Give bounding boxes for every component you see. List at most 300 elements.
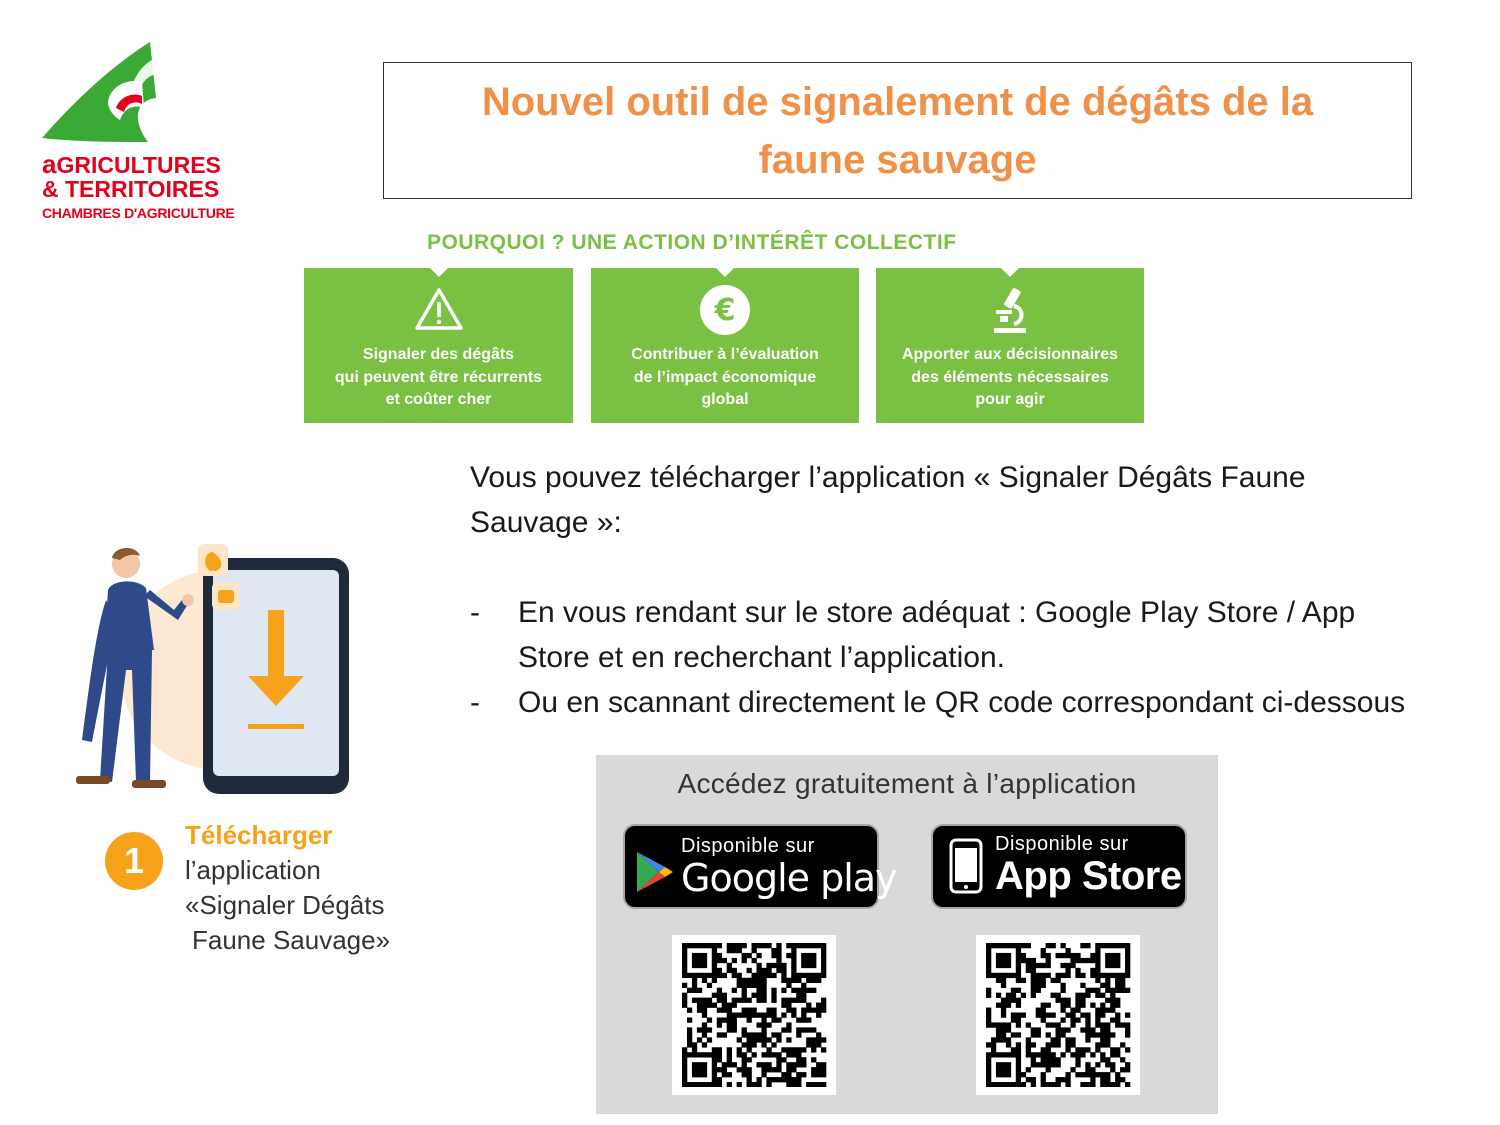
qr-module (781, 1027, 786, 1032)
qr-module (801, 1057, 806, 1062)
qr-module (1100, 1042, 1105, 1047)
qr-module (702, 1067, 707, 1072)
qr-module (996, 1003, 1001, 1008)
qr-module (747, 1037, 752, 1042)
qr-module (737, 983, 742, 988)
qr-module (1115, 958, 1120, 963)
qr-module (1110, 1052, 1115, 1057)
qr-module (1075, 1057, 1080, 1062)
qr-module (1085, 1027, 1090, 1032)
qr-module (1056, 1082, 1061, 1087)
qr-module (816, 1067, 821, 1072)
qr-module (756, 1013, 761, 1018)
qr-module (1075, 1062, 1080, 1067)
qr-module (717, 1052, 722, 1057)
qr-module (991, 1022, 996, 1027)
qr-module (791, 1047, 796, 1052)
qr-module (1120, 973, 1125, 978)
qr-module (1041, 1072, 1046, 1077)
qr-module (717, 958, 722, 963)
qr-module (1041, 1077, 1046, 1082)
qr-module (996, 1037, 1001, 1042)
qr-module (1105, 1077, 1110, 1082)
qr-module (1125, 948, 1130, 953)
step-text: l’application (185, 855, 321, 885)
qr-module (1090, 1003, 1095, 1008)
qr-module (747, 1057, 752, 1062)
qr-module (1100, 1003, 1105, 1008)
qr-module (821, 953, 826, 958)
qr-module (786, 998, 791, 1003)
qr-module (786, 1003, 791, 1008)
qr-module (742, 988, 747, 993)
download-illustration (70, 540, 370, 800)
qr-module (801, 958, 806, 963)
logo-text-line2: & TERRITOIRES (42, 176, 220, 202)
qr-module (752, 1008, 757, 1013)
qr-module (1125, 1032, 1130, 1037)
qr-module (1021, 943, 1026, 948)
qr-module (1095, 988, 1100, 993)
qr-module (1115, 1017, 1120, 1022)
qr-module (1100, 1008, 1105, 1013)
qr-module (702, 1013, 707, 1018)
qr-module (771, 998, 776, 1003)
qr-module (816, 943, 821, 948)
qr-code-google-play[interactable] (672, 935, 836, 1095)
qr-module (1011, 1047, 1016, 1052)
qr-module (761, 1067, 766, 1072)
qr-module (811, 1008, 816, 1013)
qr-module (1125, 963, 1130, 968)
qr-module (687, 1017, 692, 1022)
qr-module (996, 943, 1001, 948)
qr-module (821, 1037, 826, 1042)
qr-module (821, 1062, 826, 1067)
qr-module (722, 1062, 727, 1067)
qr-module (692, 1062, 697, 1067)
qr-module (806, 1027, 811, 1032)
qr-module (756, 1032, 761, 1037)
qr-module (811, 963, 816, 968)
qr-module (1115, 1052, 1120, 1057)
qr-module (1046, 1047, 1051, 1052)
qr-module (1031, 1062, 1036, 1067)
qr-module (727, 1057, 732, 1062)
qr-module (1110, 1082, 1115, 1087)
qr-module (722, 1017, 727, 1022)
qr-module (796, 1062, 801, 1067)
qr-module (1051, 1022, 1056, 1027)
why-heading: POURQUOI ? UNE ACTION D’INTÉRÊT COLLECTIF (427, 231, 957, 254)
qr-module (766, 1062, 771, 1067)
qr-module (1036, 1052, 1041, 1057)
qr-module (756, 993, 761, 998)
qr-module (806, 1082, 811, 1087)
qr-module (1041, 973, 1046, 978)
qr-module (1011, 988, 1016, 993)
list-item: - Ou en scannant directement le QR code correspondant ci-dessous (470, 686, 1406, 719)
qr-module (1065, 998, 1070, 1003)
qr-module (1075, 953, 1080, 958)
qr-module (771, 1008, 776, 1013)
qr-module (1105, 1057, 1110, 1062)
qr-module (727, 963, 732, 968)
qr-module (697, 943, 702, 948)
qr-module (1041, 948, 1046, 953)
qr-module (776, 1077, 781, 1082)
qr-module (816, 1003, 821, 1008)
qr-module (1056, 1027, 1061, 1032)
qr-module (986, 958, 991, 963)
qr-module (776, 943, 781, 948)
qr-module (737, 948, 742, 953)
qr-module (1006, 1072, 1011, 1077)
qr-module (692, 1082, 697, 1087)
qr-module (697, 1052, 702, 1057)
qr-module (801, 953, 806, 958)
qr-module (732, 1027, 737, 1032)
qr-module (796, 1077, 801, 1082)
qr-module (796, 988, 801, 993)
qr-module (1006, 1052, 1011, 1057)
qr-module (771, 988, 776, 993)
qr-module (682, 968, 687, 973)
qr-module (776, 1032, 781, 1037)
qr-module (1125, 1062, 1130, 1067)
qr-module (722, 1008, 727, 1013)
phone-icon (949, 838, 983, 894)
qr-module (1105, 1042, 1110, 1047)
qr-module (692, 973, 697, 978)
qr-module (707, 1017, 712, 1022)
qr-module (1105, 1082, 1110, 1087)
qr-module (702, 963, 707, 968)
qr-module (1031, 978, 1036, 983)
qr-module (1120, 1077, 1125, 1082)
qr-module (771, 953, 776, 958)
qr-module (986, 1072, 991, 1077)
qr-module (717, 1077, 722, 1082)
qr-module (1080, 1052, 1085, 1057)
qr-module (806, 943, 811, 948)
qr-module (786, 1052, 791, 1057)
qr-module (796, 1017, 801, 1022)
qr-module (1115, 1022, 1120, 1027)
qr-module (1016, 1072, 1021, 1077)
qr-module (766, 1022, 771, 1027)
qr-module (801, 1027, 806, 1032)
qr-module (1046, 953, 1051, 958)
qr-module (996, 953, 1001, 958)
qr-module (801, 1072, 806, 1077)
qr-module (991, 1082, 996, 1087)
qr-module (986, 953, 991, 958)
qr-module (717, 1008, 722, 1013)
google-play-button[interactable] (623, 824, 897, 909)
qr-module (732, 998, 737, 1003)
qr-module (1011, 943, 1016, 948)
qr-module (1051, 943, 1056, 948)
qr-module (1021, 978, 1026, 983)
qr-module (1110, 973, 1115, 978)
qr-module (771, 1032, 776, 1037)
qr-module (1070, 1017, 1075, 1022)
logo-text-line3: CHAMBRES D'AGRICULTURE (42, 205, 235, 221)
qr-module (1080, 1082, 1085, 1087)
qr-module (1120, 1022, 1125, 1027)
qr-module (1046, 1032, 1051, 1037)
qr-module (996, 1072, 1001, 1077)
euro-icon (699, 284, 751, 336)
qr-module (1036, 973, 1041, 978)
qr-module (1060, 998, 1065, 1003)
qr-module (742, 998, 747, 1003)
qr-module (1051, 993, 1056, 998)
qr-module (796, 1032, 801, 1037)
qr-module (1006, 993, 1011, 998)
qr-module (761, 1017, 766, 1022)
qr-module (747, 1032, 752, 1037)
qr-module (1105, 978, 1110, 983)
qr-module (1075, 973, 1080, 978)
qr-module (776, 1017, 781, 1022)
qr-module (1001, 943, 1006, 948)
qr-module (1051, 1013, 1056, 1018)
qr-module (786, 1008, 791, 1013)
qr-module (722, 973, 727, 978)
qr-module (712, 1047, 717, 1052)
qr-module (1115, 1077, 1120, 1082)
qr-module (717, 1017, 722, 1022)
qr-module (747, 1047, 752, 1052)
logo-mark-icon (38, 38, 168, 146)
qr-module (1100, 973, 1105, 978)
qr-module (1090, 953, 1095, 958)
qr-module (702, 1052, 707, 1057)
qr-module (1090, 1067, 1095, 1072)
qr-module (1056, 978, 1061, 983)
qr-module (776, 948, 781, 953)
qr-module (1065, 1082, 1070, 1087)
qr-module (717, 1047, 722, 1052)
qr-module (1125, 1082, 1130, 1087)
qr-module (1051, 1082, 1056, 1087)
qr-module (1065, 963, 1070, 968)
qr-module (712, 978, 717, 983)
qr-module (1110, 993, 1115, 998)
qr-module (796, 973, 801, 978)
qr-module (1031, 988, 1036, 993)
qr-module (1036, 1013, 1041, 1018)
qr-module (1011, 1032, 1016, 1037)
qr-module (991, 1042, 996, 1047)
qr-module (786, 983, 791, 988)
qr-module (1125, 1047, 1130, 1052)
qr-code-app-store[interactable] (976, 935, 1140, 1095)
qr-module (756, 968, 761, 973)
qr-module (1075, 1072, 1080, 1077)
qr-module (761, 993, 766, 998)
qr-module (752, 958, 757, 963)
qr-module (737, 1067, 742, 1072)
qr-module (737, 998, 742, 1003)
qr-module (791, 1052, 796, 1057)
qr-module (1046, 943, 1051, 948)
qr-module (702, 1003, 707, 1008)
qr-module (1046, 958, 1051, 963)
qr-module (1011, 973, 1016, 978)
qr-module (786, 1072, 791, 1077)
qr-module (1056, 1057, 1061, 1062)
qr-module (986, 968, 991, 973)
qr-module (1016, 1067, 1021, 1072)
qr-module (761, 998, 766, 1003)
qr-module (801, 973, 806, 978)
qr-module (791, 968, 796, 973)
qr-module (756, 1062, 761, 1067)
qr-module (1046, 1062, 1051, 1067)
qr-module (1095, 963, 1100, 968)
qr-module (766, 1077, 771, 1082)
qr-module (722, 958, 727, 963)
qr-module (806, 1003, 811, 1008)
qr-module (1041, 1013, 1046, 1018)
qr-module (1051, 1057, 1056, 1062)
qr-module (1070, 953, 1075, 958)
qr-module (1125, 943, 1130, 948)
qr-module (986, 943, 991, 948)
qr-module (756, 983, 761, 988)
qr-module (742, 943, 747, 948)
qr-module (811, 1037, 816, 1042)
qr-module (727, 1003, 732, 1008)
qr-module (791, 1008, 796, 1013)
qr-module (1105, 1022, 1110, 1027)
qr-module (806, 963, 811, 968)
qr-module (697, 998, 702, 1003)
qr-module (702, 998, 707, 1003)
qr-module (1120, 943, 1125, 948)
qr-module (766, 963, 771, 968)
qr-module (752, 943, 757, 948)
qr-module (806, 953, 811, 958)
qr-module (682, 1082, 687, 1087)
qr-module (776, 1037, 781, 1042)
qr-module (801, 1017, 806, 1022)
qr-module (1001, 978, 1006, 983)
qr-module (1105, 998, 1110, 1003)
qr-module (1105, 1027, 1110, 1032)
qr-module (682, 1003, 687, 1008)
card-notch (1000, 267, 1020, 277)
qr-module (682, 1072, 687, 1077)
qr-module (1026, 1047, 1031, 1052)
qr-module (752, 973, 757, 978)
qr-module (761, 1062, 766, 1067)
qr-module (717, 1032, 722, 1037)
qr-module (821, 1082, 826, 1087)
qr-module (1070, 1022, 1075, 1027)
qr-module (687, 1032, 692, 1037)
qr-module (756, 953, 761, 958)
qr-module (1006, 958, 1011, 963)
qr-module (776, 968, 781, 973)
qr-module (682, 998, 687, 1003)
qr-module (752, 1037, 757, 1042)
qr-module (1006, 1042, 1011, 1047)
qr-module (1006, 953, 1011, 958)
qr-module (1065, 1003, 1070, 1008)
qr-module (712, 1077, 717, 1082)
qr-module (1006, 943, 1011, 948)
qr-module (1080, 993, 1085, 998)
qr-module (1100, 1027, 1105, 1032)
qr-module (781, 1072, 786, 1077)
qr-module (776, 958, 781, 963)
qr-module (727, 1022, 732, 1027)
qr-module (1085, 1072, 1090, 1077)
qr-module (732, 1022, 737, 1027)
qr-module (771, 993, 776, 998)
qr-module (1115, 983, 1120, 988)
qr-module (1046, 963, 1051, 968)
app-store-button[interactable] (931, 824, 1187, 909)
qr-module (761, 1052, 766, 1057)
qr-module (682, 963, 687, 968)
qr-module (742, 1072, 747, 1077)
qr-module (717, 1022, 722, 1027)
qr-module (1070, 1013, 1075, 1018)
card-notch (429, 267, 449, 277)
qr-module (1001, 1037, 1006, 1042)
qr-module (776, 1057, 781, 1062)
qr-module (687, 1008, 692, 1013)
qr-module (707, 1082, 712, 1087)
title-box (383, 62, 1412, 199)
qr-module (996, 973, 1001, 978)
qr-module (1095, 978, 1100, 983)
qr-module (1060, 1032, 1065, 1037)
qr-module (707, 1037, 712, 1042)
qr-module (1016, 963, 1021, 968)
qr-module (1075, 968, 1080, 973)
qr-module (1065, 1013, 1070, 1018)
qr-module (742, 1052, 747, 1057)
qr-module (796, 1047, 801, 1052)
qr-module (742, 993, 747, 998)
qr-module (986, 1067, 991, 1072)
svg-text:€: € (714, 293, 736, 328)
qr-module (687, 1027, 692, 1032)
qr-module (747, 1013, 752, 1018)
qr-module (732, 973, 737, 978)
qr-module (687, 1037, 692, 1042)
qr-module (692, 988, 697, 993)
qr-module (747, 968, 752, 973)
bullet-list (470, 590, 1430, 725)
qr-module (1006, 1022, 1011, 1027)
qr-module (1090, 1072, 1095, 1077)
qr-module (742, 1027, 747, 1032)
qr-module (712, 1072, 717, 1077)
qr-module (786, 1067, 791, 1072)
qr-module (1105, 988, 1110, 993)
qr-module (1095, 953, 1100, 958)
intro-text: Vous pouvez télécharger l’application « Signaler Dégâts Faune Sauvage »: (470, 461, 1306, 539)
qr-module (1100, 1082, 1105, 1087)
step-text: Faune Sauvage» (192, 925, 391, 955)
